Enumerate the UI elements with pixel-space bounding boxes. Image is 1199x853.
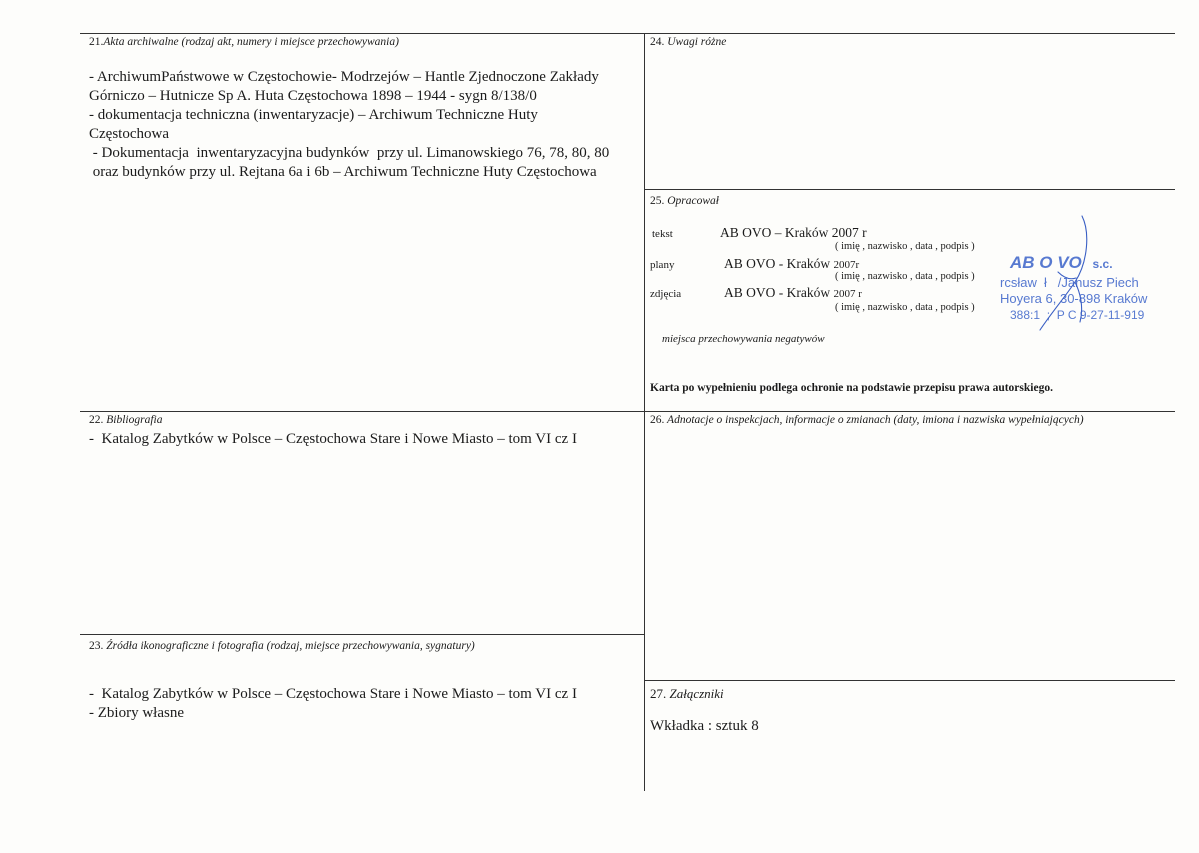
section-24-title: 24. Uwagi różne — [650, 36, 727, 48]
section-23-line: - Katalog Zabytków w Polsce – Częstochowa Stare i Nowe Miasto – tom VI cz I — [89, 686, 577, 702]
section-27-title: 27. Załączniki — [650, 686, 724, 701]
row-value-text: AB OVO – Kraków 2007 r — [720, 225, 867, 240]
section-21-title: 21.Akta archiwalne (rodzaj akt, numery i miejsce przechowywania) — [89, 36, 399, 48]
divider-26-27 — [644, 680, 1175, 681]
section-21-line: Górniczo – Hutnicze Sp A. Huta Częstochowa 1898 – 1944 - sygn 8/138/0 — [89, 88, 537, 104]
section-21-line: - Dokumentacja inwentaryzacyjna budynków przy ul. Limanowskiego 76, 78, 80, 80 — [89, 145, 610, 161]
divider-24-25 — [644, 189, 1175, 190]
stamp-registry: 388:1 ; P C 9-27-11-919 — [1010, 308, 1145, 322]
section-21-line: - dokumentacja techniczna (inwentaryzacje) – Archiwum Techniczne Huty — [89, 107, 538, 123]
section-22-line: - Katalog Zabytków w Polsce – Częstochowa Stare i Nowe Miasto – tom VI cz I — [89, 431, 577, 447]
caption-photos: ( imię , nazwisko , data , podpis ) — [835, 302, 975, 313]
stamp-names: rcsław ł /Janusz Piech — [1000, 275, 1139, 290]
column-divider — [644, 33, 645, 791]
section-25-title: 25. Opracował — [650, 195, 719, 207]
form-top-border — [80, 33, 1175, 34]
divider-21-22 — [80, 411, 1175, 412]
copyright-notice: Karta po wypełnieniu podlega ochronie na podstawie przepisu prawa autorskiego. — [650, 382, 1053, 394]
section-21-body — [89, 68, 609, 182]
row-label-plans: plany — [650, 259, 675, 271]
section-21-line: - ArchiwumPaństwowe w Częstochowie- Modrzejów – Hantle Zjednoczone Zakłady — [89, 69, 599, 85]
row-value-photos: AB OVO - Kraków 2007 r — [724, 285, 862, 300]
section-22-body — [89, 430, 577, 449]
section-21-line: Częstochowa — [89, 126, 169, 142]
handwritten-signature — [1030, 212, 1100, 337]
section-26-title: 26. Adnotacje o inspekcjach, informacje o zmianach (daty, imiona i nazwiska wypełniających) — [650, 414, 1084, 426]
divider-22-23 — [80, 634, 644, 635]
negatives-location: miejsca przechowywania negatywów — [662, 333, 825, 345]
row-value-plans: AB OVO - Kraków 2007r — [724, 256, 860, 271]
row-label-photos: zdjęcia — [650, 288, 682, 300]
section-23-line: - Zbiory własne — [89, 705, 184, 721]
stamp-logo-text: AB O VO s.c. — [1010, 253, 1113, 272]
section-22-title: 22. Bibliografia — [89, 414, 163, 426]
caption-plans: ( imię , nazwisko , data , podpis ) — [835, 271, 975, 282]
section-23-title: 23. Źródła ikonograficzne i fotografia (rodzaj, miejsce przechowywania, sygnatury) — [89, 640, 475, 652]
section-23-body — [89, 685, 577, 723]
row-label-text: tekst — [652, 228, 673, 240]
stamp-address: Hoyera 6, 30-898 Kraków — [1000, 291, 1148, 306]
attachments-body: Wkładka : sztuk 8 — [650, 718, 759, 734]
section-21-line: oraz budynków przy ul. Rejtana 6a i 6b – Archiwum Techniczne Huty Częstochowa — [89, 164, 597, 180]
caption-text: ( imię , nazwisko , data , podpis ) — [835, 241, 975, 252]
